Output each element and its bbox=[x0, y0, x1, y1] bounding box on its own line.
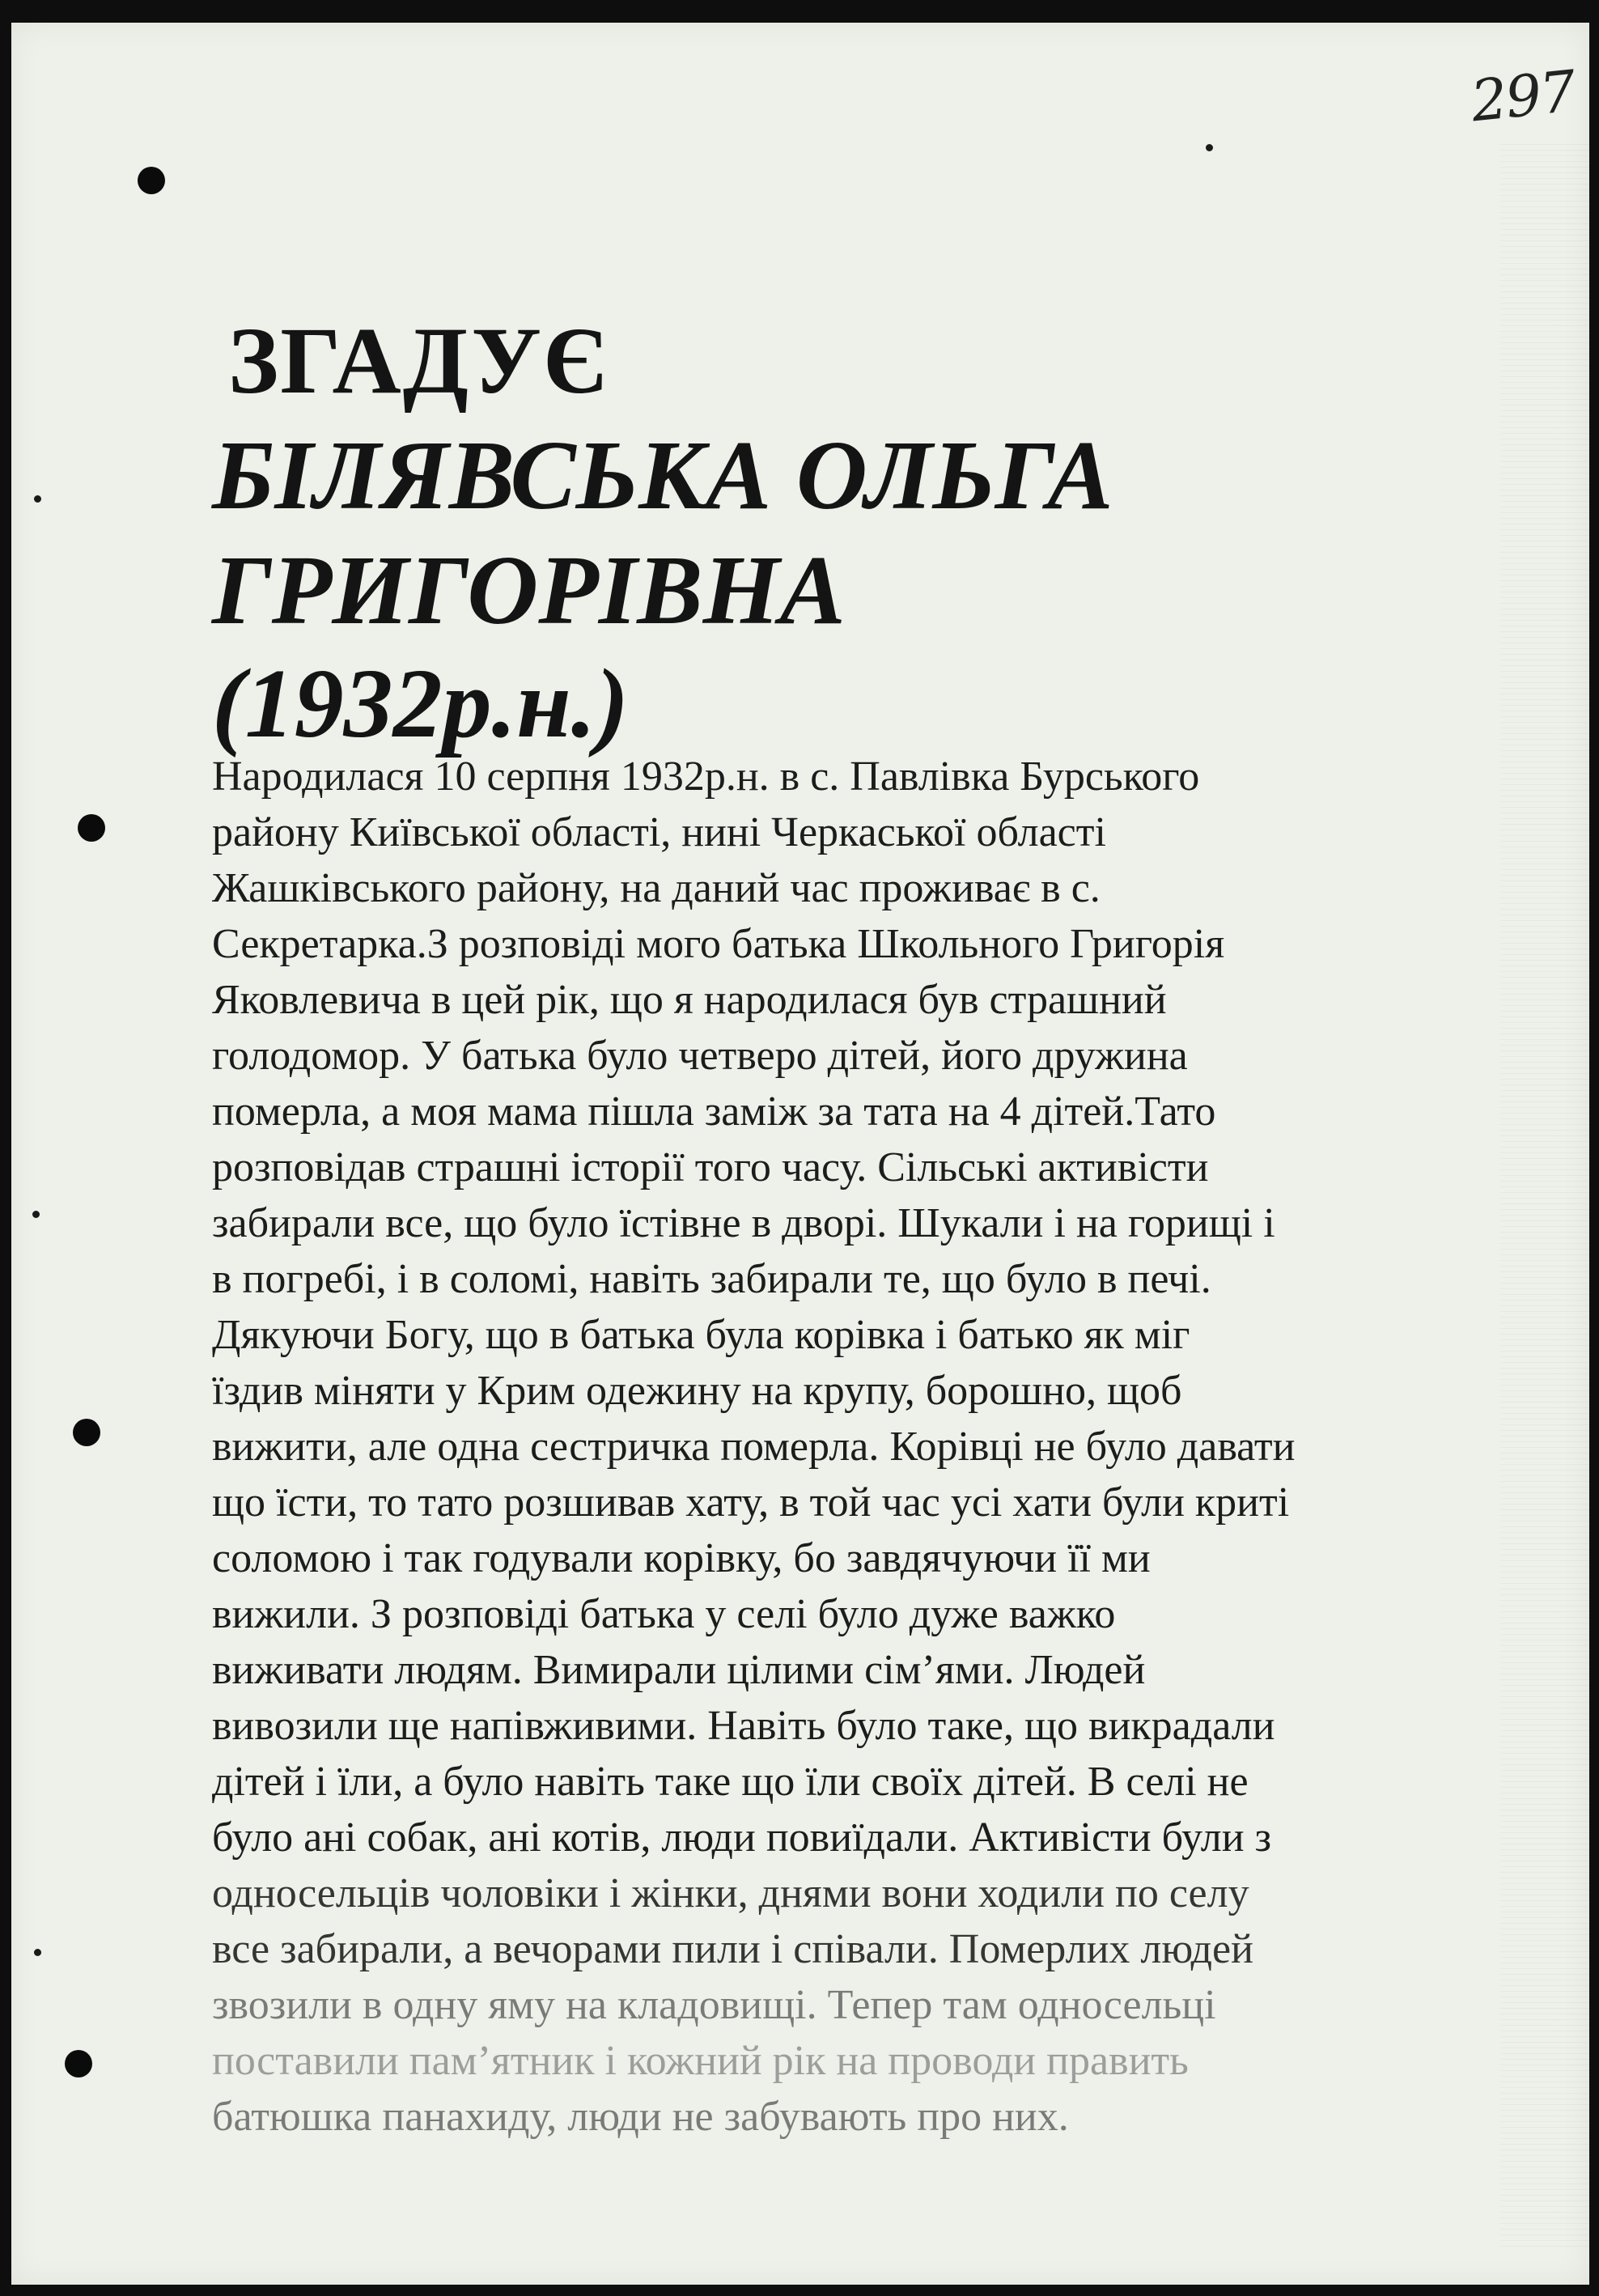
body-line: Секретарка.З розповіді мого батька Школьного Григорія bbox=[212, 921, 1225, 967]
body-line: батюшка панахиду, люди не забувають про них. bbox=[212, 2094, 1069, 2140]
speck bbox=[32, 1211, 40, 1218]
body-line: голодомор. У батька було четверо дітей, його дружина bbox=[212, 1033, 1188, 1079]
body-line: вивозили ще напівживими. Навіть було таке, що викрадали bbox=[212, 1703, 1275, 1749]
speck bbox=[1206, 144, 1213, 151]
name-line: ГРИГОРІВНА bbox=[212, 536, 846, 645]
page-number: 297 bbox=[1468, 57, 1578, 135]
body-line: соломою і так годували корівку, бо завдячуючи її ми bbox=[212, 1535, 1151, 1581]
birth-year: (1932р.н.) bbox=[212, 649, 629, 758]
body-line: Дякуючи Богу, що в батька була корівка і батько як міг bbox=[212, 1312, 1190, 1358]
body-line: звозили в одну яму на кладовищі. Тепер там односельці bbox=[212, 1982, 1216, 2028]
body-line: району Київської області, нині Черкаської області bbox=[212, 809, 1106, 855]
heading: ЗГАДУЄ bbox=[228, 308, 609, 414]
body-line: вижити, але одна сестричка померла. Корівці не було давати bbox=[212, 1424, 1296, 1470]
body-line: було ані собак, ані котів, люди повиїдали. Активісти були з bbox=[212, 1814, 1272, 1861]
body-line: односельців чоловіки і жінки, днями вони ходили по селу bbox=[212, 1870, 1249, 1916]
body-line: в погребі, і в соломі, навіть забирали те, що було в печі. bbox=[212, 1256, 1211, 1302]
body-line: Жашківського району, на даний час проживає в с. bbox=[212, 865, 1101, 911]
speck bbox=[34, 495, 41, 503]
body-line: Яковлевича в цей рік, що я народилася був страшний bbox=[212, 977, 1167, 1023]
body-line: поставили пам’ятник і кожний рік на проводи править bbox=[212, 2038, 1189, 2084]
body-line: вижили. З розповіді батька у селі було дуже важко bbox=[212, 1591, 1116, 1637]
punch-hole bbox=[65, 2050, 92, 2077]
speck bbox=[34, 1949, 41, 1956]
body-line: померла, а моя мама пішла заміж за тата на 4 дітей.Тато bbox=[212, 1089, 1216, 1135]
body-line: забирали все, що було їстівне в дворі. Шукали і на горищі і bbox=[212, 1200, 1275, 1246]
body-line: все забирали, а вечорами пили і співали. Померлих людей bbox=[212, 1926, 1253, 1972]
body-text bbox=[212, 749, 1474, 2145]
body-line: розповідав страшні історії того часу. Сільські активісти bbox=[212, 1144, 1209, 1190]
body-line: що їсти, то тато розшивав хату, в той час усі хати були криті bbox=[212, 1479, 1290, 1526]
name-line: БІЛЯВСЬКА ОЛЬГА bbox=[212, 421, 1113, 530]
scan-noise bbox=[1500, 144, 1589, 2248]
punch-hole bbox=[138, 167, 165, 194]
body-line: Народилася 10 серпня 1932р.н. в с. Павлівка Бурського bbox=[212, 753, 1200, 800]
body-line: дітей і їли, а було навіть таке що їли своїх дітей. В селі не bbox=[212, 1759, 1249, 1805]
body-line: виживати людям. Вимирали цілими сім’ями. Людей bbox=[212, 1647, 1146, 1693]
punch-hole bbox=[73, 1419, 100, 1446]
body-line: їздив міняти у Крим одежину на крупу, борошно, щоб bbox=[212, 1368, 1182, 1414]
punch-hole bbox=[78, 814, 105, 842]
